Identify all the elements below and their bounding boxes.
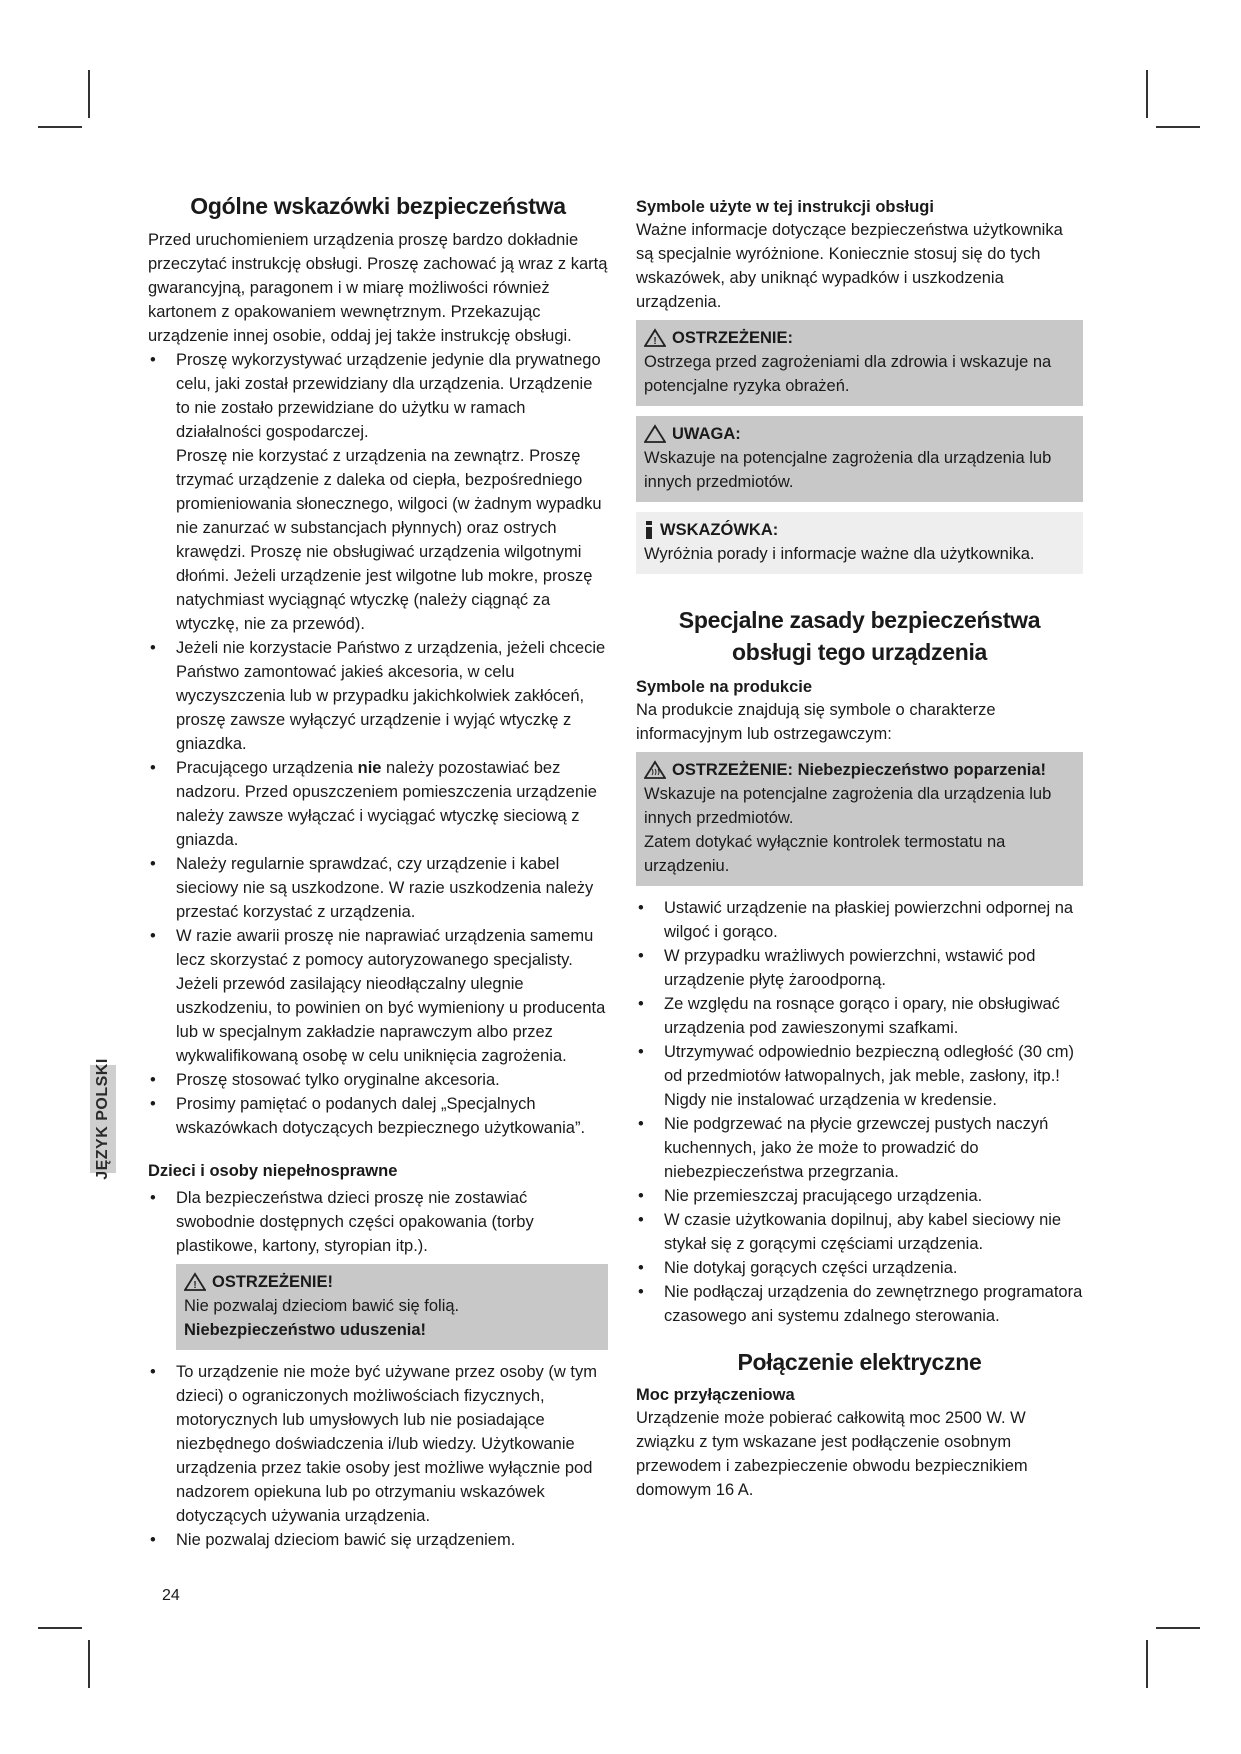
info-icon xyxy=(644,520,654,540)
symbols-heading: Symbole użyte w tej instrukcji obsługi xyxy=(636,198,934,216)
list-item: • Nie przemieszczaj pracującego urządzenia. xyxy=(638,1187,983,1205)
children-warning-text: Nie pozwalaj dzieciom bawić się folią. Niebezpieczeństwo uduszenia! xyxy=(184,1297,460,1339)
caution-box xyxy=(636,416,1083,502)
warning-title: ! OSTRZEŻENIE: xyxy=(644,326,1073,350)
burn-warning-text-1: Wskazuje na potencjalne zagrożenia dla urządzenia lub innych przedmiotów. xyxy=(644,785,1052,827)
power-heading: Moc przyłączeniowa xyxy=(636,1386,795,1404)
burn-warning-title: OSTRZEŻENIE: Niebezpieczeństwo poparzenia! xyxy=(644,758,1073,782)
warning-triangle-icon xyxy=(644,328,666,348)
children-list-2 xyxy=(148,1360,608,1552)
language-tab xyxy=(90,1058,116,1180)
crop-mark xyxy=(1156,1627,1200,1629)
crop-mark xyxy=(88,70,90,118)
burn-warning-text-2: Zatem dotykać wyłącznie kontrolek termostatu na urządzeniu. xyxy=(644,833,1006,875)
caution-triangle-icon xyxy=(644,424,666,444)
list-item: • Pracującego urządzenia nie należy pozostawiać bez nadzoru. Przed opuszczeniem pomieszczenia urządzenie należy zawsze wyłączać i wyciągać wtyczkę sieciową z gniazda. xyxy=(150,759,597,849)
caution-text: Wskazuje na potencjalne zagrożenia dla urządzenia lub innych przedmiotów. xyxy=(644,449,1052,491)
right-column xyxy=(636,190,1083,1502)
list-item: • Ustawić urządzenie na płaskiej powierzchni odpornej na wilgoć i gorąco. xyxy=(638,899,1074,941)
intro-paragraph: Przed uruchomieniem urządzenia proszę bardzo dokładnie przeczytać instrukcję obsługi. Proszę zachować ją wraz z kartą gwarancyjną, paragonem i w miarę możliwości również kartonem z opakowaniem wewnętrznym. Przekazując urządzenie innej osobie, oddaj jej także instrukcję obsługi. xyxy=(148,231,608,345)
note-box xyxy=(636,512,1083,574)
children-warning-box xyxy=(176,1264,608,1350)
list-item: • Prosimy pamiętać o podanych dalej „Specjalnych wskazówkach dotyczących bezpiecznego użytkowania”. xyxy=(150,1095,586,1137)
list-item: • Nie dotykaj gorących części urządzenia. xyxy=(638,1259,958,1277)
caution-title: UWAGA: xyxy=(644,422,1073,446)
list-item: • Proszę stosować tylko oryginalne akcesoria. xyxy=(150,1071,500,1089)
crop-mark xyxy=(88,1640,90,1688)
crop-mark xyxy=(38,1627,82,1629)
crop-mark xyxy=(1146,1640,1148,1688)
language-tab-label: JĘZYK POLSKI xyxy=(94,1058,112,1180)
svg-text:!: ! xyxy=(193,1280,197,1291)
list-item: • W przypadku wrażliwych powierzchni, wstawić pod urządzenie płytę żaroodporną. xyxy=(638,947,1036,989)
crop-mark xyxy=(1156,126,1200,128)
list-item: • Proszę wykorzystywać urządzenie jedynie dla prywatnego celu, jaki został przewidziany dla urządzenia. Urządzenie to nie zostało przewidziane do użytku w ramach działalności gospodarczej. Proszę nie korzystać z urządzenia na zewnątrz. Proszę trzymać urządzenie z daleka od ciepła, bezpośredniego promieniowania słonecznego, wilgoci (w żadnym wypadku nie zanurzać w substancjach płynnych) oraz ostrych krawędzi. Proszę nie obsługiwać urządzenia wilgotnymi dłońmi. Jeżeli urządzenie jest wilgotne lub mokre, proszę natychmiast wyciągnąć wtyczkę (należy ciągnąć za wtyczkę, nie za przewód). xyxy=(150,351,602,633)
symbols-intro: Ważne informacje dotyczące bezpieczeństwa użytkownika są specjalnie wyróżnione. Koniecznie stosuj się do tych wskazówek, aby uniknąć wypadków i uszkodzenia urządzenia. xyxy=(636,221,1063,311)
special-list xyxy=(636,896,1083,1328)
note-title: WSKAZÓWKA: xyxy=(644,518,1073,542)
left-column xyxy=(148,190,608,1552)
svg-text:!: ! xyxy=(653,336,657,347)
list-item: • Nie podgrzewać na płycie grzewczej pustych naczyń kuchennych, jako że może to prowadzić do niebezpieczeństwa przegrzania. xyxy=(638,1115,1049,1181)
section-title-general-safety: Ogólne wskazówki bezpieczeństwa xyxy=(190,193,566,219)
list-item: • Utrzymywać odpowiednio bezpieczną odległość (30 cm) od przedmiotów łatwopalnych, jak meble, zasłony, itp.! Nigdy nie instalować urządzenia w kredensie. xyxy=(638,1043,1074,1109)
list-item: • To urządzenie nie może być używane przez osoby (w tym dzieci) o ograniczonych możliwościach fizycznych, motorycznych lub umysłowych lub nie posiadające niezbędnego doświadczenia i/lub wiedzy. Użytkowanie urządzenia przez takie osoby jest możliwe wyłącznie pod nadzorem opiekuna lub po otrzymaniu wskazówek dotyczących używania urządzenia. xyxy=(150,1363,597,1525)
electric-title: Połączenie elektryczne xyxy=(737,1349,982,1375)
product-symbols-intro: Na produkcie znajdują się symbole o charakterze informacyjnym lub ostrzegawczym: xyxy=(636,701,996,743)
list-item: • W razie awarii proszę nie naprawiać urządzenia samemu lecz skorzystać z pomocy autoryzowanego specjalisty. Jeżeli przewód zasilający nieodłączalny ulegnie uszkodzeniu, to powinien on być wymieniony u producenta lub w specjalnym zakładzie naprawczym albo przez wykwalifikowaną osobę w celu uniknięcia zagrożenia. xyxy=(150,927,606,1065)
special-title: Specjalne zasady bezpieczeństwa obsługi tego urządzenia xyxy=(678,607,1041,665)
list-item: • Nie podłączaj urządzenia do zewnętrznego programatora czasowego ani systemu zdalnego sterowania. xyxy=(638,1283,1083,1325)
crop-mark xyxy=(38,126,82,128)
warning-triangle-icon xyxy=(184,1272,206,1292)
page-number: 24 xyxy=(162,1587,180,1604)
list-item: • W czasie użytkowania dopilnuj, aby kabel sieciowy nie stykał się z gorącymi częściami urządzenia. xyxy=(638,1211,1062,1253)
hot-surface-warning-icon xyxy=(644,760,666,780)
crop-mark xyxy=(1146,70,1148,118)
children-warning-title: ! OSTRZEŻENIE! xyxy=(184,1270,598,1294)
warning-text: Ostrzega przed zagrożeniami dla zdrowia i wskazuje na potencjalne ryzyka obrażeń. xyxy=(644,353,1052,395)
burn-warning-box xyxy=(636,752,1083,886)
power-text: Urządzenie może pobierać całkowitą moc 2500 W. W związku z tym wskazane jest podłączenie osobnym przewodem i zabezpieczenie obwodu bezpiecznikiem domowym 16 A. xyxy=(636,1409,1028,1499)
product-symbols-heading: Symbole na produkcie xyxy=(636,678,813,696)
list-item: • Dla bezpieczeństwa dzieci proszę nie zostawiać swobodnie dostępnych części opakowania (torby plastikowe, kartony, styropian itp.). xyxy=(150,1189,534,1255)
list-item: • Jeżeli nie korzystacie Państwo z urządzenia, jeżeli chcecie Państwo zamontować jakieś akcesoria, w celu wyczyszczenia lub w przypadku jakichkolwiek zakłóceń, proszę zawsze wyłączyć urządzenie i wyjąć wtyczkę z gniazdka. xyxy=(150,639,606,753)
note-text: Wyróżnia porady i informacje ważne dla użytkownika. xyxy=(644,545,1035,563)
warning-box xyxy=(636,320,1083,406)
children-list xyxy=(148,1186,608,1258)
safety-list xyxy=(148,348,608,1140)
list-item: • Nie pozwalaj dzieciom bawić się urządzeniem. xyxy=(150,1531,516,1549)
list-item: • Należy regularnie sprawdzać, czy urządzenie i kabel sieciowy nie są uszkodzone. W razie uszkodzenia należy przestać korzystać z urządzenia. xyxy=(150,855,594,921)
children-heading: Dzieci i osoby niepełnosprawne xyxy=(148,1162,398,1180)
list-item: • Ze względu na rosnące gorąco i opary, nie obsługiwać urządzenia pod zawieszonymi szafkami. xyxy=(638,995,1060,1037)
